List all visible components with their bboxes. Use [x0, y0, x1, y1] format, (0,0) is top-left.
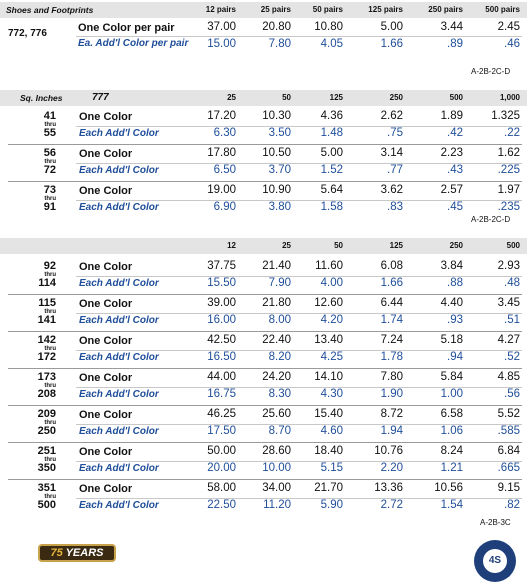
- row-label-one-color: One Color: [79, 185, 133, 197]
- price-one-color: 8.72: [380, 408, 403, 420]
- price-one-color: 4.27: [497, 334, 520, 346]
- price-one-color: 44.00: [207, 371, 236, 383]
- column-header: 25 pairs: [260, 5, 291, 14]
- column-header: 250: [389, 93, 403, 102]
- price-addl-color: 20.00: [207, 462, 236, 474]
- price-addl-color: 8.30: [268, 388, 291, 400]
- row-label-addl-color: Each Add'l Color: [79, 278, 159, 289]
- price-addl-color: 1.66: [380, 38, 403, 50]
- price-addl-color: .48: [504, 277, 520, 289]
- price-addl-color: 1.58: [320, 201, 343, 213]
- price-addl-color: .235: [497, 201, 520, 213]
- row-label-addl-color: Each Add'l Color: [79, 128, 159, 139]
- price-one-color: 21.70: [314, 482, 343, 494]
- row-label-one-color: One Color: [79, 409, 133, 421]
- range-thru: thru: [44, 309, 56, 315]
- price-one-color: 15.40: [314, 408, 343, 420]
- price-addl-color: 8.70: [268, 425, 291, 437]
- size-range: [16, 185, 56, 213]
- price-one-color: 10.30: [262, 110, 291, 122]
- row-label-addl-color: Each Add'l Color: [79, 165, 159, 176]
- group-separator: [8, 181, 522, 182]
- price-one-color: 10.56: [434, 482, 463, 494]
- price-one-color: 6.44: [380, 297, 403, 309]
- price-addl-color: 4.00: [320, 277, 343, 289]
- price-addl-color: 16.00: [207, 314, 236, 326]
- column-header: 12 pairs: [205, 5, 236, 14]
- price-addl-color: .88: [447, 277, 463, 289]
- price-addl-color: 1.21: [440, 462, 463, 474]
- size-range: [16, 261, 56, 289]
- column-header: 500 pairs: [485, 5, 520, 14]
- price-one-color: 34.00: [262, 482, 291, 494]
- anniversary-badge: [38, 544, 116, 562]
- range-to: 208: [37, 388, 56, 400]
- range-from: 173: [37, 371, 56, 383]
- price-one-color: 2.62: [380, 110, 403, 122]
- row-label-one-color: One Color: [79, 261, 133, 273]
- price-one-color: 3.84: [440, 260, 463, 272]
- size-range: [16, 446, 56, 474]
- price-addl-color: .665: [497, 462, 520, 474]
- price-addl-color: .94: [447, 351, 463, 363]
- size-range: [16, 298, 56, 326]
- price-one-color: 9.15: [497, 482, 520, 494]
- price-addl-color: 5.90: [320, 499, 343, 511]
- price-addl-color: .51: [504, 314, 520, 326]
- range-from: 115: [38, 297, 56, 309]
- range-thru: thru: [44, 346, 56, 352]
- price-addl-color: 1.52: [320, 164, 343, 176]
- row-label-addl-color: Each Add'l Color: [79, 352, 159, 363]
- section2-item-code: 777: [92, 92, 109, 103]
- price-one-color: 46.25: [207, 408, 236, 420]
- price-addl-color: 3.70: [268, 164, 291, 176]
- seal-logo: [474, 540, 516, 582]
- price-addl-color: 3.50: [268, 127, 291, 139]
- price-one-color: 4.40: [440, 297, 463, 309]
- price-one-color: 37.75: [207, 260, 236, 272]
- size-range: [16, 372, 56, 400]
- column-header: 25: [227, 93, 236, 102]
- group-separator: [8, 442, 522, 443]
- price-one-color: 5.00: [320, 147, 343, 159]
- price-addl-color: 6.30: [213, 127, 236, 139]
- price-addl-color: 8.20: [268, 351, 291, 363]
- column-header: 500: [449, 93, 463, 102]
- row-label-one-color: One Color: [79, 335, 133, 347]
- range-to: 250: [37, 425, 56, 437]
- price-one-color: 20.80: [262, 21, 291, 33]
- price-addl-color: .225: [497, 164, 520, 176]
- column-header: 50: [282, 93, 291, 102]
- price-one-color: 12.60: [314, 297, 343, 309]
- row-label-one-color: One Color: [79, 148, 133, 160]
- price-addl-color: .89: [447, 38, 463, 50]
- price-one-color: 8.24: [440, 445, 463, 457]
- price-addl-color: 1.74: [380, 314, 403, 326]
- price-addl-color: 7.90: [268, 277, 291, 289]
- price-one-color: 3.44: [440, 21, 463, 33]
- price-one-color: 5.64: [320, 184, 343, 196]
- size-range: [16, 335, 56, 363]
- group-separator: [8, 368, 522, 369]
- column-header: 12: [227, 241, 236, 250]
- price-one-color: 7.24: [380, 334, 403, 346]
- column-header: 25: [282, 241, 291, 250]
- price-one-color: 2.57: [440, 184, 463, 196]
- price-addl-color: 1.66: [380, 277, 403, 289]
- price-one-color: 4.36: [320, 110, 343, 122]
- price-addl-color: 4.25: [320, 351, 343, 363]
- price-addl-color: 1.94: [380, 425, 403, 437]
- price-addl-color: 4.05: [320, 38, 343, 50]
- range-thru: thru: [44, 420, 56, 426]
- range-from: 73: [43, 184, 56, 196]
- price-addl-color: 6.50: [213, 164, 236, 176]
- price-one-color: 18.40: [314, 445, 343, 457]
- row-label-one-color: One Color: [79, 111, 133, 123]
- price-addl-color: .45: [447, 201, 463, 213]
- row-label-addl-color: Each Add'l Color: [79, 315, 159, 326]
- price-one-color: 5.18: [440, 334, 463, 346]
- price-one-color: 42.50: [207, 334, 236, 346]
- price-one-color: 39.00: [207, 297, 236, 309]
- range-thru: thru: [44, 122, 56, 128]
- row-label-addl-color: Each Add'l Color: [79, 389, 159, 400]
- price-addl-color: .46: [504, 38, 520, 50]
- section2-title: Sq. Inches: [20, 93, 63, 103]
- price-addl-color: .82: [504, 499, 520, 511]
- price-one-color: 5.84: [440, 371, 463, 383]
- price-one-color: 2.93: [497, 260, 520, 272]
- price-addl-color: 2.20: [380, 462, 403, 474]
- price-one-color: 25.60: [262, 408, 291, 420]
- row-label-addl-color: Each Add'l Color: [79, 202, 159, 213]
- group-separator: [8, 331, 522, 332]
- price-one-color: 10.80: [314, 21, 343, 33]
- section2-code: A-2B-2C-D: [471, 215, 511, 224]
- price-addl-color: .43: [447, 164, 463, 176]
- price-addl-color: .77: [387, 164, 403, 176]
- section1-item-code: 772, 776: [8, 28, 47, 39]
- price-addl-color: 11.20: [263, 499, 291, 511]
- price-one-color: 13.36: [374, 482, 403, 494]
- price-addl-color: 10.00: [262, 462, 291, 474]
- range-thru: thru: [44, 196, 56, 202]
- range-from: 209: [37, 408, 56, 420]
- range-from: 41: [43, 110, 56, 122]
- range-to: 141: [37, 314, 56, 326]
- range-thru: thru: [44, 457, 56, 463]
- price-one-color: 37.00: [207, 21, 236, 33]
- column-header: 500: [506, 241, 520, 250]
- price-one-color: 7.80: [380, 371, 403, 383]
- price-addl-color: 1.78: [380, 351, 403, 363]
- group-separator: [8, 405, 522, 406]
- section3-code: A-2B-3C: [480, 518, 511, 527]
- price-addl-color: 1.00: [440, 388, 463, 400]
- price-addl-color: 1.48: [320, 127, 343, 139]
- price-one-color: 6.08: [380, 260, 403, 272]
- price-addl-color: .42: [447, 127, 463, 139]
- range-from: 142: [37, 334, 56, 346]
- size-range: [16, 409, 56, 437]
- price-addl-color: 2.72: [380, 499, 403, 511]
- price-addl-color: 6.90: [213, 201, 236, 213]
- price-one-color: 24.20: [262, 371, 291, 383]
- column-header: 250: [449, 241, 463, 250]
- price-addl-color: 7.80: [268, 38, 291, 50]
- price-addl-color: 5.15: [320, 462, 343, 474]
- size-range: [16, 111, 56, 139]
- price-one-color: 19.00: [207, 184, 236, 196]
- price-addl-color: .585: [497, 425, 520, 437]
- price-one-color: 3.14: [380, 147, 403, 159]
- price-one-color: 1.89: [440, 110, 463, 122]
- section1-divider: [76, 36, 522, 37]
- column-header: 50: [334, 241, 343, 250]
- price-addl-color: 1.06: [440, 425, 463, 437]
- column-header: 250 pairs: [428, 5, 463, 14]
- row-label-addl-color: Each Add'l Color: [79, 426, 159, 437]
- price-one-color: 1.97: [497, 184, 520, 196]
- column-header: 125: [329, 93, 343, 102]
- range-from: 351: [37, 482, 56, 494]
- price-one-color: 3.62: [380, 184, 403, 196]
- section1-code: A-2B-2C-D: [471, 67, 511, 76]
- range-to: 72: [43, 164, 56, 176]
- row-label-one-color: One Color: [79, 446, 133, 458]
- price-addl-color: .93: [447, 314, 463, 326]
- price-one-color: 22.40: [262, 334, 291, 346]
- range-thru: thru: [44, 383, 56, 389]
- section1-row1-label: One Color per pair: [78, 22, 175, 34]
- badge-word: YEARS: [65, 547, 104, 559]
- range-to: 500: [37, 499, 56, 511]
- range-thru: thru: [44, 494, 56, 500]
- price-addl-color: 17.50: [207, 425, 236, 437]
- section1-row2-label: Ea. Add'l Color per pair: [78, 38, 189, 49]
- range-thru: thru: [44, 272, 56, 278]
- range-thru: thru: [44, 159, 56, 165]
- row-label-one-color: One Color: [79, 483, 133, 495]
- column-header: 1,000: [499, 93, 520, 102]
- section1-title: Shoes and Footprints: [6, 5, 94, 15]
- price-addl-color: .22: [504, 127, 520, 139]
- price-addl-color: 15.50: [207, 277, 236, 289]
- price-addl-color: 4.30: [320, 388, 343, 400]
- price-one-color: 28.60: [262, 445, 291, 457]
- column-header: 125: [389, 241, 403, 250]
- seal-text: 4S: [488, 555, 502, 566]
- price-one-color: 17.20: [207, 110, 236, 122]
- column-header: 50 pairs: [312, 5, 343, 14]
- price-addl-color: 16.75: [207, 388, 236, 400]
- price-addl-color: 1.90: [380, 388, 403, 400]
- price-addl-color: .75: [387, 127, 403, 139]
- row-label-addl-color: Each Add'l Color: [79, 463, 159, 474]
- price-one-color: 14.10: [314, 371, 343, 383]
- price-one-color: 2.45: [497, 21, 520, 33]
- price-one-color: 10.90: [262, 184, 291, 196]
- price-one-color: 4.85: [497, 371, 520, 383]
- group-separator: [8, 294, 522, 295]
- price-one-color: 13.40: [314, 334, 343, 346]
- price-addl-color: 1.54: [440, 499, 463, 511]
- price-addl-color: 4.20: [320, 314, 343, 326]
- range-to: 172: [37, 351, 56, 363]
- price-one-color: 58.00: [207, 482, 236, 494]
- price-one-color: 17.80: [207, 147, 236, 159]
- price-addl-color: 4.60: [320, 425, 343, 437]
- price-addl-color: 16.50: [207, 351, 236, 363]
- price-addl-color: 8.00: [268, 314, 291, 326]
- price-one-color: 10.50: [262, 147, 291, 159]
- price-addl-color: 3.80: [268, 201, 291, 213]
- range-to: 114: [38, 277, 56, 289]
- group-separator: [8, 479, 522, 480]
- price-addl-color: .56: [504, 388, 520, 400]
- price-one-color: 1.325: [491, 110, 520, 122]
- price-one-color: 1.62: [497, 147, 520, 159]
- price-one-color: 3.45: [497, 297, 520, 309]
- range-to: 350: [37, 462, 56, 474]
- range-from: 56: [43, 147, 56, 159]
- price-one-color: 21.80: [262, 297, 291, 309]
- price-one-color: 11.60: [315, 260, 343, 272]
- range-from: 92: [43, 260, 56, 272]
- row-label-one-color: One Color: [79, 298, 133, 310]
- group-separator: [8, 144, 522, 145]
- range-to: 91: [43, 201, 56, 213]
- price-one-color: 50.00: [207, 445, 236, 457]
- price-addl-color: 22.50: [207, 499, 236, 511]
- column-header: 125 pairs: [368, 5, 403, 14]
- price-one-color: 6.58: [440, 408, 463, 420]
- badge-number: 75: [50, 547, 63, 559]
- price-one-color: 2.23: [440, 147, 463, 159]
- price-one-color: 6.84: [497, 445, 520, 457]
- price-one-color: 5.52: [497, 408, 520, 420]
- range-to: 55: [43, 127, 56, 139]
- size-range: [16, 483, 56, 511]
- size-range: [16, 148, 56, 176]
- range-from: 251: [37, 445, 56, 457]
- row-label-one-color: One Color: [79, 372, 133, 384]
- row-label-addl-color: Each Add'l Color: [79, 500, 159, 511]
- price-one-color: 5.00: [380, 21, 403, 33]
- price-addl-color: .83: [387, 201, 403, 213]
- price-one-color: 10.76: [374, 445, 403, 457]
- price-addl-color: .52: [504, 351, 520, 363]
- price-addl-color: 15.00: [207, 38, 236, 50]
- price-one-color: 21.40: [262, 260, 291, 272]
